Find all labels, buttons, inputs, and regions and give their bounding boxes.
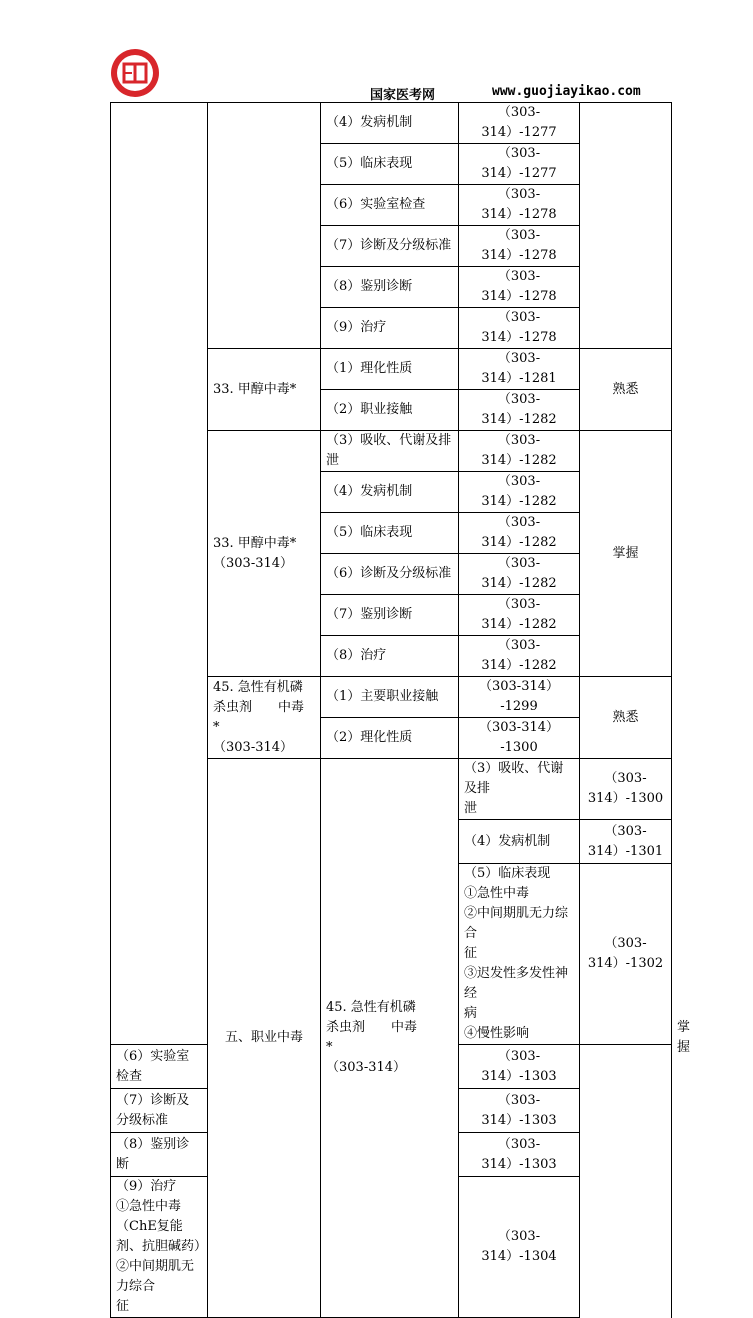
item-cell: （7）诊断及分级标准 bbox=[111, 1089, 208, 1133]
syllabus-table: （4）发病机制 （303-314）-1277 （5）临床表现 （303-314）-1277 （6）实验室检查 （303-314）-1278 （7）诊断及分级标准 （303-314）-1278 （8）鉴别诊断 （303-314）-1278 （9）治疗 （303-314）-1278 33. 甲醇中毒* （1）理化性质 （303-314）-1281 熟悉 （2）职业接触 （303-314）-1282 33. 甲醇中毒* （303-314） （3）吸收、代谢及排泄 （303-314）-1282 掌握 （4）发病机制 （303-314）-1282 （5）临床表现 （303-314）-1282 （6）诊断及分级标准 （303-314）-1282 （7）鉴别诊断 （303-314）-1282 （8）治疗 （303-314）-1282 45. 急性有机磷 杀虫剂 中毒 * （303-314） （1）主要职业接触 （303-314） -1299 熟悉 （2）理化性质 （303-314） -1300 五、职业中毒 45. 急性有机磷 杀虫剂 中毒 * （303-314） （3）吸收、代谢及排 泄 （303-314）-1300 掌握 （4）发病机制 （303-314）-1301 （5）临床表现 ①急性中毒 ②中间期肌无力综合 征 ③迟发性多发性神经 病 ④慢性影响 （303-314）-1302 （6）实验室检查 （303-314）-1303 （7）诊断及分级标准 （303-314）-1303 （8）鉴别诊断 （303-314）-1303 （9）治疗 ①急性中毒（ChE复能 剂、抗胆碱药） ②中间期肌无力综合 征 （303-314）-1304 bbox=[110, 102, 672, 1318]
ref-cell: （303-314）-1282 bbox=[459, 431, 580, 472]
item-cell bbox=[459, 864, 580, 1045]
level-cell-empty bbox=[580, 103, 672, 349]
topic-cell bbox=[208, 677, 321, 759]
item-line: （5）临床表现 bbox=[464, 866, 551, 881]
topic-line: （303-314） bbox=[213, 555, 294, 571]
item-cell: （8）鉴别诊断 bbox=[111, 1133, 208, 1177]
ref-cell: （303-314）-1282 bbox=[459, 595, 580, 636]
ref-cell: （303-314）-1304 bbox=[459, 1177, 580, 1318]
topic-line: （303-314） bbox=[326, 1060, 407, 1075]
item-cell bbox=[459, 759, 580, 820]
item-line: ①急性中毒（ChE复能 bbox=[116, 1199, 183, 1234]
ref-cell: （303-314）-1303 bbox=[459, 1133, 580, 1177]
ref-cell: （303-314）-1281 bbox=[459, 349, 580, 390]
topic-line: 33. 甲醇中毒* bbox=[213, 535, 297, 551]
item-line: ①急性中毒 bbox=[464, 886, 530, 901]
ref-cell: （303-314）-1301 bbox=[580, 820, 672, 864]
level-cell: 掌握 bbox=[580, 431, 672, 677]
topic-line: 杀虫剂 中毒 bbox=[213, 699, 305, 715]
topic-line: （303-314） bbox=[213, 739, 294, 755]
item-cell: （8）鉴别诊断 bbox=[321, 267, 459, 308]
ref-cell: （303-314）-1278 bbox=[459, 226, 580, 267]
item-cell: （6）实验室检查 bbox=[111, 1045, 208, 1089]
ref-cell: （303-314）-1278 bbox=[459, 185, 580, 226]
ref-cell: （303-314）-1282 bbox=[459, 513, 580, 554]
item-cell: （4）发病机制 bbox=[321, 103, 459, 144]
topic-cell: 33. 甲醇中毒* bbox=[208, 349, 321, 431]
topic-line: 45. 急性有机磷 bbox=[326, 1000, 416, 1015]
site-logo bbox=[110, 48, 160, 98]
ref-cell: （303-314）-1303 bbox=[459, 1045, 580, 1089]
item-line: 剂、抗胆碱药） bbox=[116, 1239, 208, 1254]
topic-line: 45. 急性有机磷 bbox=[213, 679, 303, 695]
ref-cell: （303-314）-1282 bbox=[459, 472, 580, 513]
item-cell: （8）治疗 bbox=[321, 636, 459, 677]
item-cell: （2）理化性质 bbox=[321, 718, 459, 759]
item-cell: （7）鉴别诊断 bbox=[321, 595, 459, 636]
item-cell: （4）发病机制 bbox=[321, 472, 459, 513]
ref-cell: （303-314）-1277 bbox=[459, 103, 580, 144]
ref-cell: （303-314）-1282 bbox=[459, 390, 580, 431]
ref-line: （303-314） bbox=[478, 679, 560, 694]
ref-cell: （303-314）-1300 bbox=[580, 759, 672, 820]
item-line: ④慢性影响 bbox=[464, 1026, 530, 1041]
topic-cell bbox=[321, 759, 459, 1318]
item-cell: （5）临床表现 bbox=[321, 144, 459, 185]
ref-cell: （303-314）-1282 bbox=[459, 636, 580, 677]
item-cell: （4）发病机制 bbox=[459, 820, 580, 864]
ref-cell: （303-314）-1278 bbox=[459, 267, 580, 308]
unit-cell-empty bbox=[111, 103, 208, 1045]
item-line: 病 bbox=[464, 1006, 478, 1021]
item-cell: （9）治疗 bbox=[321, 308, 459, 349]
unit-cell: 五、职业中毒 bbox=[208, 759, 321, 1318]
ref-cell: （303-314）-1282 bbox=[459, 554, 580, 595]
item-cell: （1）主要职业接触 bbox=[321, 677, 459, 718]
ref-cell: （303-314）-1278 bbox=[459, 308, 580, 349]
item-cell: （1）理化性质 bbox=[321, 349, 459, 390]
item-line: 泄 bbox=[464, 801, 478, 816]
item-cell: （5）临床表现 bbox=[321, 513, 459, 554]
ref-cell bbox=[459, 677, 580, 718]
ref-cell: （303-314）-1277 bbox=[459, 144, 580, 185]
item-cell: （7）诊断及分级标准 bbox=[321, 226, 459, 267]
ref-cell: （303-314）-1303 bbox=[459, 1089, 580, 1133]
topic-cell bbox=[208, 431, 321, 677]
ref-line: （303-314） bbox=[478, 720, 560, 735]
item-line: 征 bbox=[464, 946, 478, 961]
ref-cell bbox=[459, 718, 580, 759]
ref-line: -1300 bbox=[500, 740, 538, 755]
item-cell: （2）职业接触 bbox=[321, 390, 459, 431]
item-line: （3）吸收、代谢及排 bbox=[464, 761, 564, 796]
level-cell: 熟悉 bbox=[580, 677, 672, 759]
ref-line: -1299 bbox=[500, 699, 538, 714]
site-url[interactable]: www.guojiayikao.com bbox=[492, 84, 641, 99]
level-cell: 熟悉 bbox=[580, 349, 672, 431]
topic-line: * bbox=[213, 719, 220, 735]
item-line: （9）治疗 bbox=[116, 1179, 177, 1194]
item-line: ②中间期肌无力综合 bbox=[116, 1259, 195, 1294]
ref-cell: （303-314）-1302 bbox=[580, 864, 672, 1045]
site-name: 国家医考网 bbox=[370, 88, 436, 103]
topic-cell-empty bbox=[208, 103, 321, 349]
item-line: ②中间期肌无力综合 bbox=[464, 906, 569, 941]
item-line: ③迟发性多发性神经 bbox=[464, 966, 569, 1001]
topic-line: 杀虫剂 中毒 bbox=[326, 1020, 418, 1035]
item-line: 征 bbox=[116, 1299, 130, 1314]
topic-line: * bbox=[326, 1040, 333, 1055]
item-cell: （6）实验室检查 bbox=[321, 185, 459, 226]
item-cell bbox=[111, 1177, 208, 1318]
item-cell: （3）吸收、代谢及排泄 bbox=[321, 431, 459, 472]
item-cell: （6）诊断及分级标准 bbox=[321, 554, 459, 595]
